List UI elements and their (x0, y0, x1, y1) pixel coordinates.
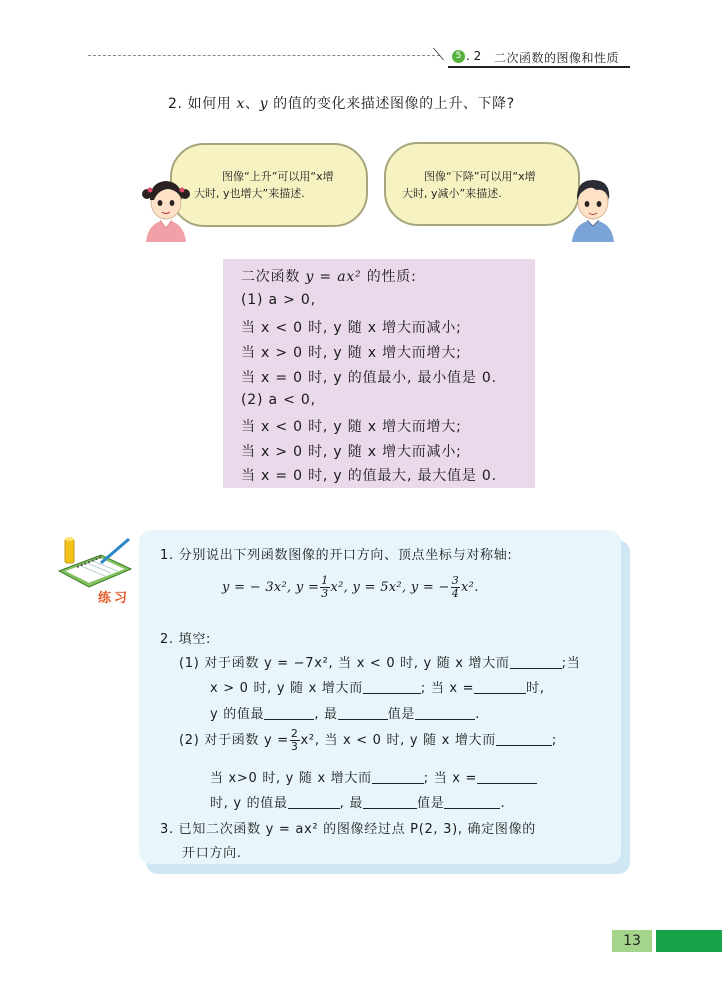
property-line: 当 x < 0 时, y 随 x 增大而减小; (241, 320, 462, 336)
exercise-q2-1-line2: x > 0 时, y 随 x 增大而 ; 当 x = 时, (210, 681, 545, 696)
property-line: 当 x < 0 时, y 随 x 增大而增大; (241, 419, 462, 435)
girl-illustration (138, 170, 194, 242)
answer-blank[interactable] (415, 707, 475, 720)
bubble-text-2: 图像“下降”可以用“x增 大时, y减小”来描述. (402, 170, 536, 200)
question-2: 2. 如何用 x、y 的值的变化来描述图像的上升、下降? (168, 96, 515, 112)
exercise-q3-line2: 开口方向. (182, 846, 242, 861)
header-rule (448, 66, 630, 68)
exercise-label: 练习 (98, 591, 131, 606)
answer-blank[interactable] (338, 707, 388, 720)
section-title: 二次函数的图像和性质 (494, 51, 620, 65)
answer-blank[interactable] (474, 681, 526, 694)
exercise-q1: 1. 分别说出下列函数图像的开口方向、顶点坐标与对称轴: (160, 548, 513, 563)
answer-blank[interactable] (264, 707, 314, 720)
answer-blank[interactable] (477, 771, 537, 784)
exercise-q2-2-line1: (2) 对于函数 y = $\frac{2}{3}$ x², 当 x < 0 时, y 随 x 增大而 ; (179, 727, 558, 753)
exercise-q3-line1: 3. 已知二次函数 y = ax² 的图像经过点 P(2, 3), 确定图像的 (160, 822, 537, 837)
answer-blank[interactable] (510, 656, 562, 669)
exercise-q2-1-line1: (1) 对于函数 y = −7x², 当 x < 0 时, y 随 x 增大而 ;当 (179, 656, 581, 671)
properties-title: 二次函数 y = ax² 的性质: (241, 269, 417, 285)
answer-blank[interactable] (363, 681, 421, 694)
page-footer-bar (656, 930, 722, 952)
property-line: 当 x = 0 时, y 的值最大, 最大值是 0. (241, 468, 497, 484)
section-number: . 2 (466, 49, 482, 63)
exercise-q1-formulas: y = − 3x², y = $\frac{1}{3}$ x², y = 5x², y = − $\frac{3}{4}$ x². (222, 574, 479, 600)
boy-illustration (566, 170, 620, 242)
page-number: 13 (623, 933, 641, 949)
section-badge: 5 (452, 50, 465, 63)
property-line: (1) a > 0, (241, 292, 316, 308)
property-line: (2) a < 0, (241, 392, 316, 408)
answer-blank[interactable] (288, 796, 340, 809)
bubble-text-1: 图像“上升”可以用“x增 大时, y也增大”来描述. (194, 170, 334, 200)
header-slant (433, 48, 454, 60)
notebook-pencil-icon (55, 533, 135, 595)
answer-blank[interactable] (444, 796, 500, 809)
property-line: 当 x > 0 时, y 随 x 增大而增大; (241, 345, 462, 361)
answer-blank[interactable] (372, 771, 424, 784)
answer-blank[interactable] (496, 733, 552, 746)
exercise-q2: 2. 填空: (160, 632, 212, 647)
exercise-q2-2-line3: 时, y 的值最 , 最 值是 . (210, 796, 506, 811)
header-dashed-rule (88, 55, 440, 56)
property-line: 当 x > 0 时, y 随 x 增大而减小; (241, 444, 462, 460)
fraction-3-4: $\frac{3}{4}$ (451, 574, 460, 600)
property-line: 当 x = 0 时, y 的值最小, 最小值是 0. (241, 370, 497, 386)
exercise-q2-2-line2: 当 x>0 时, y 随 x 增大而 ; 当 x = (210, 767, 537, 786)
fraction-2-3: $\frac{2}{3}$ (290, 727, 299, 753)
exercise-q2-1-line3: y 的值最 , 最 值是 . (210, 707, 480, 722)
answer-blank[interactable] (363, 796, 417, 809)
fraction-1-3: $\frac{1}{3}$ (321, 574, 329, 600)
